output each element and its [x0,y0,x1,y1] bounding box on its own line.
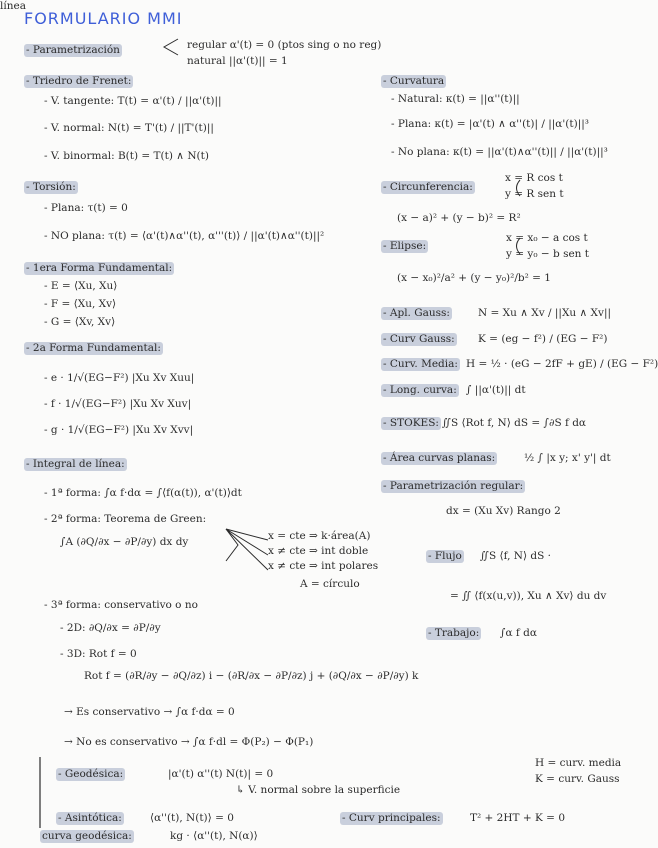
section-heading: - Trabajo: [428,627,480,639]
section-heading: - Curv Gauss: [383,333,455,345]
section-heading: - Circunferencia: [383,181,473,193]
formula-text: ½ ∫ |x y; x' y'| dt [524,452,611,464]
formula-text: ∬S ⟨f, N⟩ dS · [480,550,551,562]
formula-text: → Es conservativo → ∫α f·dα = 0 [64,706,235,718]
formula-text: natural ||α'(t)|| = 1 [187,55,288,67]
formula-text: x = R cos t [505,172,563,184]
formula-text: - Plana: κ(t) = |α'(t) ∧ α''(t)| / ||α'(t)||³ [391,118,589,130]
section-heading: - 2a Forma Fundamental: [26,342,161,354]
formula-text: - F = ⟨Xu, Xv⟩ [44,298,117,310]
formula-text: H = curv. media [535,757,622,769]
formula-text: |α'(t) α''(t) N(t)| = 0 [168,768,274,780]
section-heading: - Curvatura [383,75,445,87]
formula-text: - 2D: ∂Q/∂x = ∂P/∂y [60,622,161,634]
formula-text: T² + 2HT + K = 0 [470,812,565,824]
formula-text: = ∬ ⟨f(x(u,v)), Xu ∧ Xv⟩ du dv [450,590,607,602]
formula-text: - E = ⟨Xu, Xu⟩ [44,280,118,292]
formula-text: → No es conservativo → ∫α f·dl = Φ(P₂) − Φ(P₁) [64,736,314,748]
section-heading: - STOKES: [383,417,439,429]
formula-text: A = círculo [300,578,360,590]
formula-text: - NO plana: τ(t) = ⟨α'(t)∧α''(t), α'''(t)⟩ / ||α'(t)∧α''(t)||² [44,230,325,242]
page-title: FORMULARIO MMI [24,9,183,28]
formula-text: ∬S ⟨Rot f, N⟩ dS = ∫∂S f dα [442,417,587,429]
formula-text: línea [0,0,26,12]
formula-text: regular α'(t) = 0 (ptos sing o no reg) [187,39,382,51]
formula-text: - G = ⟨Xv, Xv⟩ [44,316,116,328]
formula-text: H = ½ · (eG − 2fF + gE) / (EG − F²) [466,358,658,370]
formula-text: - 3ª forma: conservativo o no [44,599,198,611]
section-heading: - Geodésica: [58,768,124,780]
formula-text: N = Xu ∧ Xv / ||Xu ∧ Xv|| [478,307,612,319]
section-heading: curva geodésica: [42,830,132,842]
section-heading: - Curv principales: [342,812,441,824]
formula-text: - V. tangente: T(t) = α'(t) / ||α'(t)|| [44,95,222,107]
section-heading: - Asintótica: [58,812,122,824]
formula-text: - f · 1/√(EG−F²) |Xu Xv Xuv| [44,398,192,410]
formula-text: (x − x₀)²/a² + (y − y₀)²/b² = 1 [397,272,551,284]
formula-text: x = cte ⇒ k·área(A) [268,530,371,542]
section-heading: - Triedro de Frenet: [26,75,132,87]
formula-text: kg · ⟨α''(t), N(α)⟩ [170,830,258,842]
section-heading: - Parametrización [26,44,120,56]
section-heading: - Curv. Media: [383,358,458,370]
formula-text: ∫A (∂Q/∂x − ∂P/∂y) dx dy [60,536,189,548]
section-heading: - Torsión: [26,181,76,193]
formula-text: ∫ ||α'(t)|| dt [466,384,526,396]
section-heading: - Apl. Gauss: [383,307,450,319]
formula-text: ⟨α''(t), N(t)⟩ = 0 [150,812,234,824]
formula-text: K = curv. Gauss [535,773,620,785]
formula-text: - 2ª forma: Teorema de Green: [44,513,207,525]
section-heading: - Parametrización regular: [383,480,524,492]
formula-text: (x − a)² + (y − b)² = R² [397,212,521,224]
formula-text: - No plana: κ(t) = ||α'(t)∧α''(t)|| / ||α'(t)||³ [391,146,608,158]
formula-text: x = x₀ − a cos t [506,232,588,244]
section-heading: - Área curvas planas: [383,452,496,464]
formula-text: - V. normal: N(t) = T'(t) / ||T'(t)|| [44,122,214,134]
formula-text: Rot f = (∂R/∂y − ∂Q/∂z) i − (∂R/∂x − ∂P/∂z) j + (∂Q/∂x − ∂P/∂y) k [84,670,419,682]
formula-text: ↳ V. normal sobre la superficie [236,784,401,796]
formula-text: - e · 1/√(EG−F²) |Xu Xv Xuu| [44,372,195,384]
formula-text: y = R sen t [505,188,564,200]
section-heading: - Long. curva: [383,384,457,396]
section-heading: - 1era Forma Fundamental: [26,262,173,274]
formula-text: y = y₀ − b sen t [506,248,590,260]
section-heading: - Integral de línea: [26,458,125,470]
section-heading: - Flujo [428,550,462,562]
formula-text: dx = (Xu Xv) Rango 2 [446,505,561,517]
formula-text: K = (eg − f²) / (EG − F²) [478,333,608,345]
formula-text: - Natural: κ(t) = ||α''(t)|| [391,93,520,105]
formula-text: - 1ª forma: ∫α f·dα = ∫⟨f(α(t)), α'(t)⟩dt [44,487,242,499]
formula-text: - g · 1/√(EG−F²) |Xu Xv Xvv| [44,424,194,436]
formula-text: - Plana: τ(t) = 0 [44,202,128,214]
formula-text: - V. binormal: B(t) = T(t) ∧ N(t) [44,150,209,162]
section-heading: - Elipse: [383,240,427,252]
formula-text: ∫α f dα [500,627,537,639]
formula-text: x ≠ cte ⇒ int doble [268,545,369,557]
formula-text: x ≠ cte ⇒ int polares [268,560,379,572]
formula-text: - 3D: Rot f = 0 [60,648,137,660]
